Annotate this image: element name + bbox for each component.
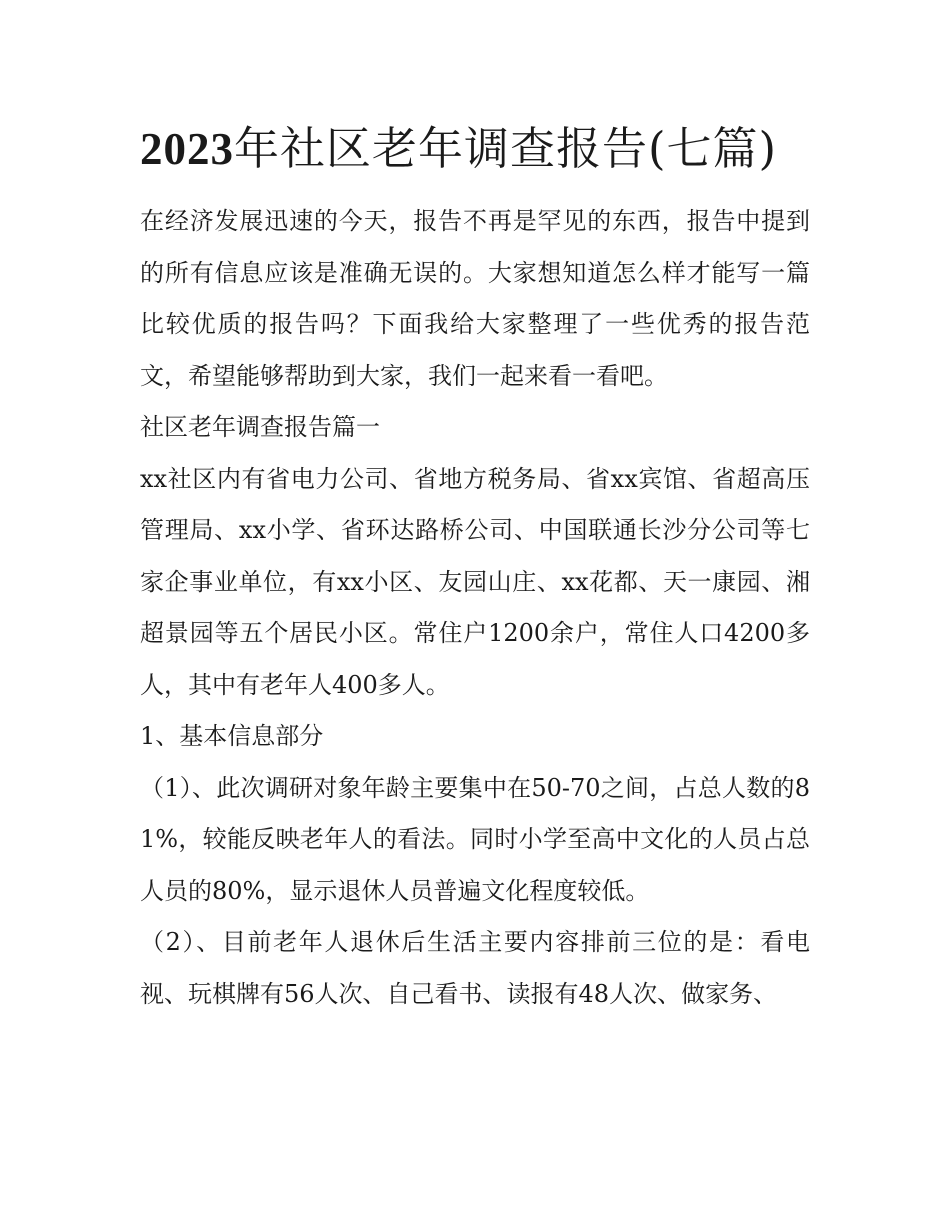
body-paragraph: （1）、此次调研对象年龄主要集中在50-70之间，占总人数的81%，较能反映老年人的看法。同时小学至高中文化的人员占总人员的80%，显示退休人员普遍文化程度较低。 (140, 773, 810, 905)
title-text: 年社区老年调查报告(七篇) (234, 122, 778, 175)
intro-paragraph: 在经济发展迅速的今天，报告不再是罕见的东西，报告中提到的所有信息应该是准确无误的。大家想知道怎么样才能写一篇比较优质的报告吗？下面我给大家整理了一些优秀的报告范文，希望能够帮助到大家，我们一起来看一看吧。 (140, 207, 810, 390)
body-paragraph: （2）、目前老年人退休后生活主要内容排前三位的是：看电视、玩棋牌有56人次、自己看书、读报有48人次、做家务、 (140, 928, 810, 1008)
subsection-heading: 1、基本信息部分 (140, 722, 324, 750)
body-paragraph: xx社区内有省电力公司、省地方税务局、省xx宾馆、省超高压管理局、xx小学、省环达路桥公司、中国联通长沙分公司等七家企事业单位，有xx小区、友园山庄、xx花都、天一康园、湘超景园等五个居民小区。常住户1200余户，常住人口4200多人，其中有老年人400多人。 (140, 464, 810, 699)
title-year: 2023 (140, 124, 234, 174)
document-title (140, 112, 810, 186)
section-heading: 社区老年调查报告篇一 (140, 413, 380, 441)
document-page (140, 112, 810, 1020)
